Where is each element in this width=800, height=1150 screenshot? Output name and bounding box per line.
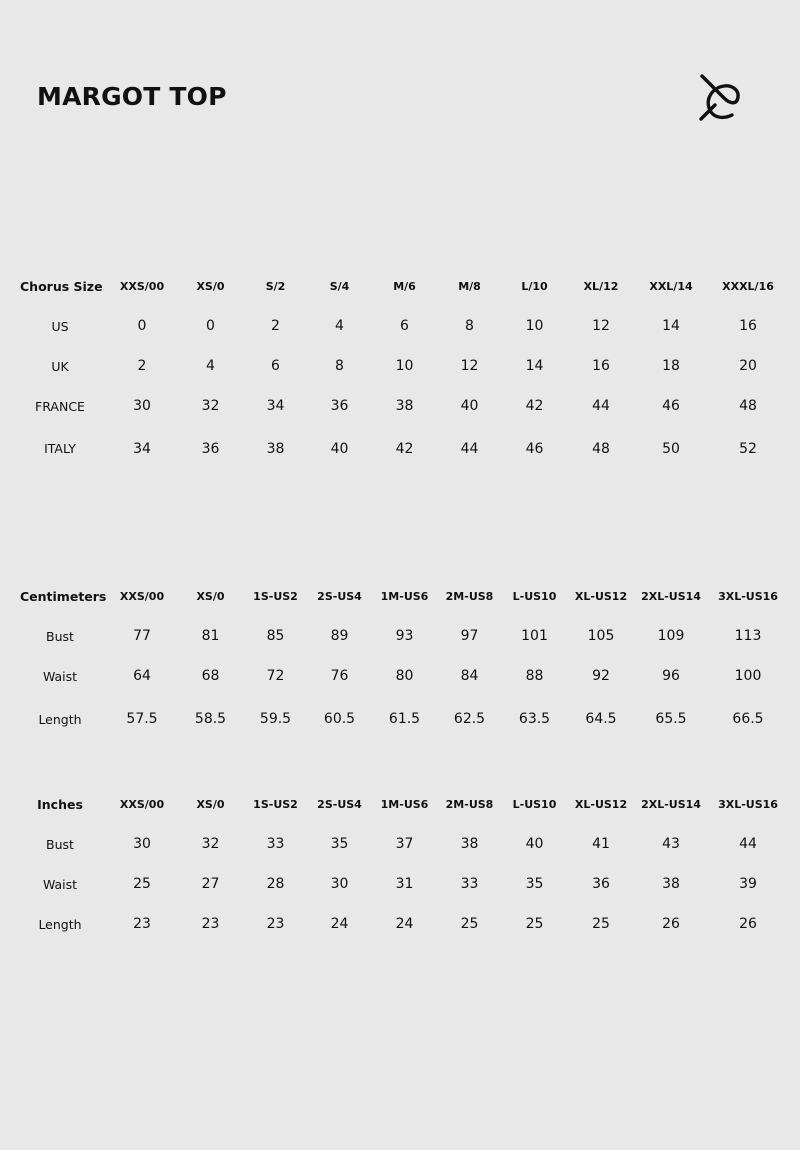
- table-cell: 72: [266, 668, 285, 684]
- table-cell: 68: [201, 668, 220, 684]
- table-cell: 30: [133, 836, 151, 852]
- table-cell: 113: [734, 628, 762, 644]
- column-header: XXS/00: [119, 279, 165, 293]
- table-cell: 48: [739, 398, 757, 414]
- table-row: [20, 864, 782, 904]
- column-header: M/6: [393, 279, 416, 293]
- table-row: [20, 386, 782, 426]
- column-header: 2M-US8: [445, 797, 494, 811]
- column-header: 1S-US2: [253, 797, 298, 811]
- table-cell: 76: [330, 668, 349, 684]
- table-cell: 10: [395, 358, 414, 374]
- table-header-row: [20, 266, 782, 306]
- table-cell: 0: [206, 318, 215, 334]
- row-label: Length: [38, 916, 82, 932]
- table-row: [20, 904, 782, 944]
- row-label: ITALY: [44, 441, 76, 456]
- table-cell: 63.5: [518, 711, 551, 727]
- table-cell: 84: [460, 668, 479, 684]
- column-header: L/10: [521, 279, 548, 293]
- table-row: [20, 616, 782, 656]
- table-cell: 4: [335, 318, 344, 334]
- table-cell: 6: [400, 318, 409, 334]
- column-header: XXXL/16: [722, 279, 774, 293]
- table-cell: 88: [525, 668, 544, 684]
- table-row: [20, 696, 782, 742]
- table-cell: 44: [592, 398, 610, 414]
- table-cell: 89: [330, 628, 349, 644]
- row-label: Waist: [42, 876, 78, 892]
- table-row-header: Inches: [37, 796, 83, 812]
- table-cell: 38: [662, 876, 680, 892]
- table-cell: 41: [592, 836, 610, 852]
- row-label: Length: [38, 711, 82, 727]
- table-cell: 44: [460, 440, 479, 457]
- table-cell: 101: [521, 628, 548, 644]
- table-row: [20, 306, 782, 346]
- table-cell: 8: [335, 358, 344, 374]
- table-cell: 66.5: [732, 711, 764, 727]
- table-cell: 18: [662, 358, 680, 374]
- table-cell: 24: [330, 916, 349, 932]
- row-label: Bust: [46, 628, 74, 644]
- table-cell: 40: [525, 836, 544, 852]
- column-header: S/2: [265, 279, 286, 293]
- table-cell: 59.5: [259, 711, 292, 727]
- table-cell: 105: [587, 628, 615, 644]
- table-cell: 57.5: [126, 711, 158, 727]
- table-cell: 77: [133, 628, 151, 644]
- table-cell: 25: [460, 916, 479, 932]
- column-header: 2S-US4: [317, 797, 362, 811]
- table-cell: 35: [330, 836, 349, 852]
- column-header: 3XL-US16: [718, 797, 778, 811]
- chorus-size-table: [20, 266, 782, 471]
- column-header: L-US10: [512, 589, 557, 603]
- column-header: L-US10: [512, 797, 557, 811]
- table-cell: 42: [395, 440, 414, 457]
- table-row: [20, 824, 782, 864]
- table-cell: 30: [133, 398, 151, 414]
- table-cell: 32: [201, 398, 220, 414]
- table-cell: 60.5: [323, 711, 356, 727]
- row-label: Bust: [46, 836, 74, 852]
- table-cell: 14: [662, 318, 680, 334]
- table-cell: 33: [266, 836, 285, 852]
- column-header: 1S-US2: [253, 589, 298, 603]
- row-label: FRANCE: [35, 398, 85, 414]
- page-title: MARGOT TOP: [37, 82, 227, 111]
- table-cell: 85: [266, 628, 285, 644]
- table-header-row: [20, 576, 782, 616]
- table-cell: 34: [266, 398, 285, 414]
- table-cell: 25: [133, 876, 151, 892]
- table-row: [20, 426, 782, 471]
- table-cell: 40: [330, 440, 349, 457]
- table-cell: 80: [395, 668, 414, 684]
- table-cell: 62.5: [453, 711, 486, 727]
- table-cell: 32: [201, 836, 220, 852]
- column-header: 2XL-US14: [641, 589, 701, 603]
- table-cell: 58.5: [194, 711, 227, 727]
- table-cell: 2: [137, 358, 147, 374]
- table-cell: 61.5: [388, 711, 421, 727]
- inches-table: [20, 784, 782, 944]
- table-cell: 38: [460, 836, 479, 852]
- table-cell: 64.5: [585, 711, 617, 727]
- table-cell: 37: [395, 836, 414, 852]
- table-row-header: Chorus Size: [20, 278, 103, 294]
- table-cell: 26: [739, 916, 757, 932]
- table-cell: 81: [201, 628, 220, 644]
- table-cell: 8: [465, 318, 474, 334]
- table-cell: 12: [592, 318, 610, 334]
- table-cell: 23: [201, 916, 220, 932]
- table-cell: 97: [460, 628, 479, 644]
- table-cell: 23: [133, 916, 151, 932]
- table-cell: 44: [739, 836, 757, 852]
- table-cell: 40: [460, 398, 479, 414]
- table-cell: 46: [525, 440, 544, 457]
- table-cell: 93: [395, 628, 414, 644]
- table-cell: 42: [525, 398, 544, 414]
- table-cell: 12: [460, 358, 479, 374]
- column-header: 2XL-US14: [641, 797, 701, 811]
- table-cell: 36: [201, 440, 220, 457]
- table-cell: 10: [525, 318, 544, 334]
- table-cell: 109: [657, 628, 685, 644]
- table-cell: 92: [592, 668, 610, 684]
- column-header: 2S-US4: [317, 589, 362, 603]
- row-label: Waist: [42, 668, 78, 684]
- column-header: 1M-US6: [380, 797, 429, 811]
- table-cell: 25: [525, 916, 544, 932]
- centimeters-table: [20, 576, 782, 742]
- table-cell: 25: [592, 916, 610, 932]
- column-header: XL/12: [583, 279, 619, 293]
- table-cell: 27: [201, 876, 220, 892]
- table-cell: 33: [460, 876, 479, 892]
- table-cell: 16: [739, 318, 757, 334]
- table-cell: 26: [662, 916, 680, 932]
- column-header: XXS/00: [119, 797, 165, 811]
- table-cell: 30: [330, 876, 349, 892]
- table-row: [20, 656, 782, 696]
- column-header: M/8: [458, 279, 481, 293]
- table-cell: 35: [525, 876, 544, 892]
- column-header: XS/0: [196, 589, 225, 603]
- column-header: XXS/00: [119, 589, 165, 603]
- table-cell: 28: [266, 876, 285, 892]
- brand-logo-icon: [697, 74, 743, 122]
- table-cell: 39: [739, 876, 757, 892]
- column-header: XXL/14: [649, 279, 693, 293]
- table-cell: 38: [395, 398, 414, 414]
- row-label: UK: [51, 358, 69, 374]
- table-cell: 4: [206, 358, 215, 374]
- table-cell: 43: [662, 836, 680, 852]
- table-cell: 23: [266, 916, 285, 932]
- table-cell: 14: [525, 358, 544, 374]
- table-row: [20, 346, 782, 386]
- column-header: S/4: [329, 279, 350, 293]
- column-header: XS/0: [196, 797, 225, 811]
- table-cell: 6: [271, 358, 280, 374]
- column-header: 3XL-US16: [718, 589, 778, 603]
- table-cell: 65.5: [655, 711, 687, 727]
- table-cell: 31: [395, 876, 414, 892]
- table-cell: 50: [662, 440, 680, 457]
- table-cell: 96: [662, 668, 680, 684]
- table-cell: 34: [133, 440, 151, 457]
- table-cell: 46: [662, 398, 680, 414]
- table-header-row: [20, 784, 782, 824]
- table-cell: 36: [592, 876, 610, 892]
- table-cell: 100: [734, 668, 762, 684]
- table-cell: 36: [330, 398, 349, 414]
- table-cell: 38: [266, 440, 285, 457]
- table-cell: 0: [137, 318, 147, 334]
- table-cell: 64: [133, 668, 151, 684]
- table-cell: 16: [592, 358, 610, 374]
- column-header: XL-US12: [574, 797, 628, 811]
- table-cell: 20: [739, 358, 757, 374]
- column-header: XS/0: [196, 279, 225, 293]
- table-cell: 52: [739, 440, 757, 457]
- column-header: 1M-US6: [380, 589, 429, 603]
- table-cell: 48: [592, 440, 610, 457]
- column-header: XL-US12: [574, 589, 628, 603]
- table-cell: 24: [395, 916, 414, 932]
- row-label: US: [51, 318, 69, 334]
- column-header: 2M-US8: [445, 589, 494, 603]
- table-row-header: Centimeters: [20, 588, 107, 604]
- table-cell: 2: [271, 318, 280, 334]
